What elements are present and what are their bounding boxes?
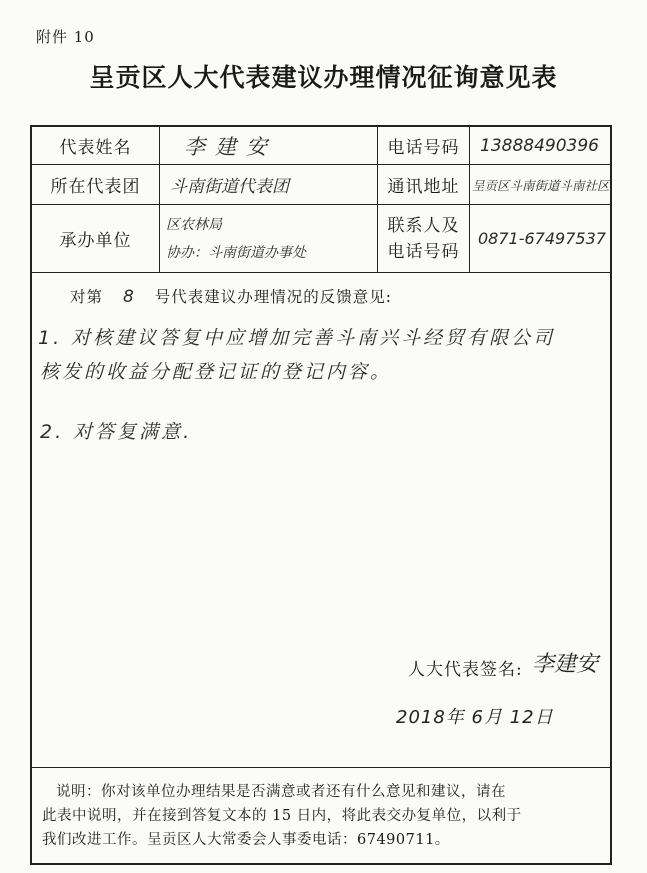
feedback-line-1: 1. 对核建议答复中应增加完善斗南兴斗经贸有限公司	[38, 327, 556, 349]
phone-value: 13888490396	[480, 135, 599, 156]
row-unit	[32, 205, 610, 273]
unit-label: 承办单位	[32, 205, 160, 272]
row-group	[32, 165, 610, 205]
notes-line-1: 说明：你对该单位办理结果是否满意或者还有什么意见和建议，请在	[56, 784, 506, 800]
signature-label: 人大代表签名:	[408, 660, 523, 680]
rep-name-value: 李建安	[160, 127, 378, 164]
contact-label-line2: 电话号码	[387, 241, 460, 262]
row-rep-name	[32, 127, 610, 165]
contact-label-line1: 联系人及	[387, 215, 460, 236]
contact-label	[378, 205, 470, 272]
signature-date: 2018年 6月 12日	[396, 707, 554, 728]
feedback-line-2: 核发的收益分配登记证的登记内容。	[40, 361, 393, 383]
feedback-line-3: 2. 对答复满意.	[40, 421, 193, 443]
group-label: 所在代表团	[32, 165, 160, 204]
form-title: 呈贡区人大代表建议办理情况征询意见表	[89, 63, 558, 92]
group-value: 斗南街道代表团	[160, 165, 378, 204]
feedback-heading-prefix: 对第	[70, 288, 104, 306]
notes-line-3: 我们改进工作。呈贡区人大常委会人事委电话：67490711。	[42, 832, 450, 848]
feedback-heading-suffix: 号代表建议办理情况的反馈意见:	[154, 288, 392, 306]
unit-value-cohost: 协办：斗南街道办事处	[166, 244, 306, 261]
unit-value-primary: 区农林局	[166, 216, 222, 233]
signature-name: 李建安	[532, 652, 599, 677]
rep-name-label: 代表姓名	[32, 127, 160, 164]
feedback-heading	[70, 285, 392, 307]
form-table	[30, 125, 612, 865]
unit-value	[160, 205, 378, 272]
phone-label: 电话号码	[378, 127, 470, 164]
feedback-number: 8	[122, 287, 135, 307]
address-value: 呈贡区斗南街道斗南社区	[472, 177, 610, 193]
contact-value: 0871-67497537	[478, 229, 606, 248]
notes-line-2: 此表中说明，并在接到答复文本的 15 日内，将此表交办复单位，以利于	[42, 808, 522, 824]
attachment-label: 附件 10	[36, 28, 95, 46]
address-label: 通讯地址	[378, 165, 470, 204]
notes-section	[32, 767, 610, 864]
